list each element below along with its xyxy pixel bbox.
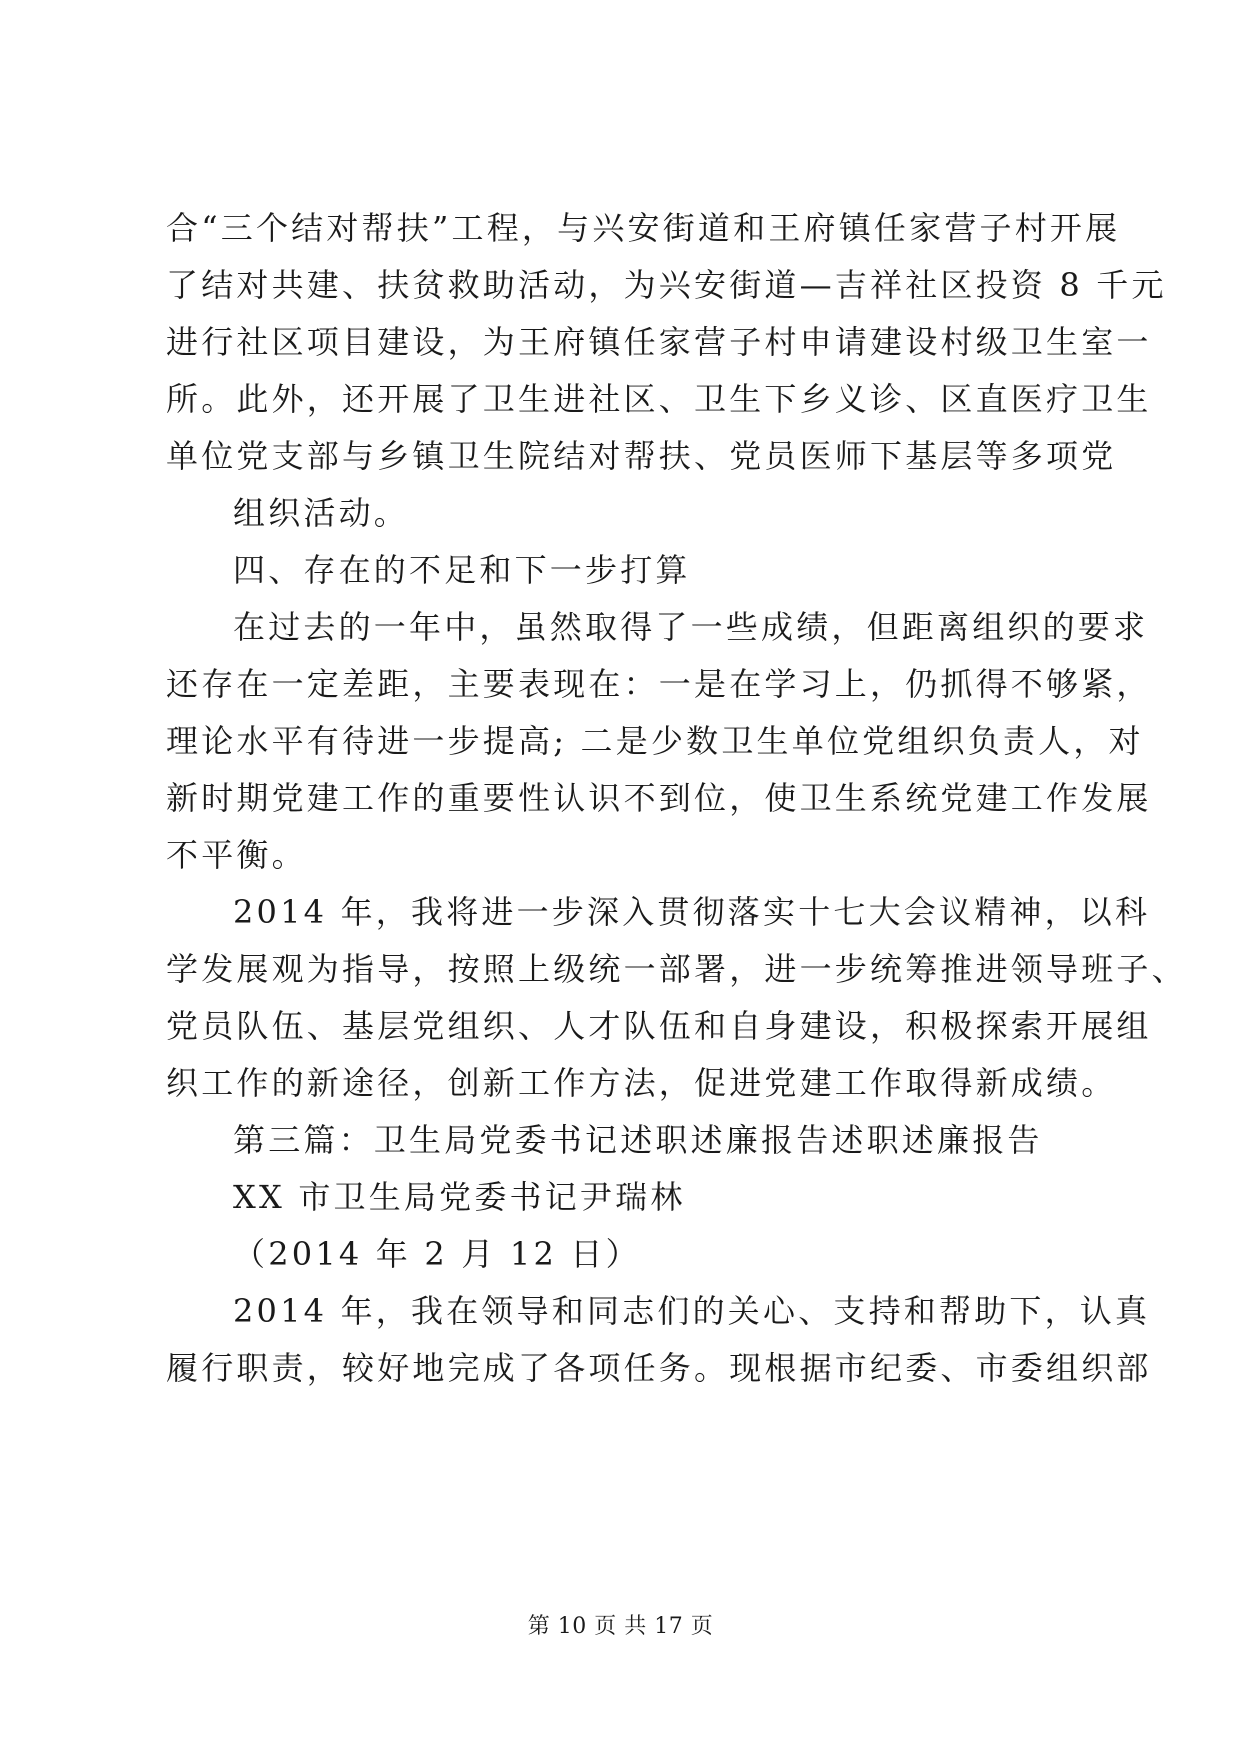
text-line-1: 合“三个结对帮扶”工程，与兴安街道和王府镇任家营子村开展 <box>166 209 1121 247</box>
section-heading: 四、存在的不足和下一步打算 <box>233 551 691 589</box>
text-line-2: 了结对共建、扶贫救助活动，为兴安街道—吉祥社区投资 8 千元 <box>166 266 1167 304</box>
text-line-20: 2014 年，我在领导和同志们的关心、支持和帮助下，认真 <box>233 1292 1151 1330</box>
text-line-6: 组织活动。 <box>233 494 410 532</box>
date-line: （2014 年 2 月 12 日） <box>233 1235 641 1273</box>
text-line-4: 所。此外，还开展了卫生进社区、卫生下乡义诊、区直医疗卫生 <box>166 380 1152 418</box>
chapter-title: 第三篇：卫生局党委书记述职述廉报告述职述廉报告 <box>233 1121 1043 1159</box>
author-line: XX 市卫生局党委书记尹瑞林 <box>233 1178 686 1216</box>
text-line-12: 不平衡。 <box>166 836 307 874</box>
text-line-13: 2014 年，我将进一步深入贯彻落实十七大会议精神，以科 <box>233 893 1151 931</box>
text-line-15: 党员队伍、基层党组织、人才队伍和自身建设，积极探索开展组 <box>166 1007 1152 1045</box>
text-line-5: 单位党支部与乡镇卫生院结对帮扶、党员医师下基层等多项党 <box>166 437 1117 475</box>
text-line-9: 还存在一定差距，主要表现在：一是在学习上，仍抓得不够紧， <box>166 665 1152 703</box>
text-line-11: 新时期党建工作的重要性认识不到位，使卫生系统党建工作发展 <box>166 779 1152 817</box>
text-line-10: 理论水平有待进一步提高; 二是少数卫生单位党组织负责人，对 <box>166 722 1144 760</box>
text-line-16: 织工作的新途径，创新工作方法，促进党建工作取得新成绩。 <box>166 1064 1117 1102</box>
text-line-14: 学发展观为指导，按照上级统一部署，进一步统筹推进领导班子、 <box>166 950 1187 988</box>
page-footer: 第 10 页 共 17 页 <box>527 1614 714 1639</box>
text-line-21: 履行职责，较好地完成了各项任务。现根据市纪委、市委组织部 <box>166 1349 1152 1387</box>
text-line-3: 进行社区项目建设，为王府镇任家营子村申请建设村级卫生室一 <box>166 323 1152 361</box>
text-line-8: 在过去的一年中，虽然取得了一些成绩，但距离组织的要求 <box>233 608 1149 646</box>
